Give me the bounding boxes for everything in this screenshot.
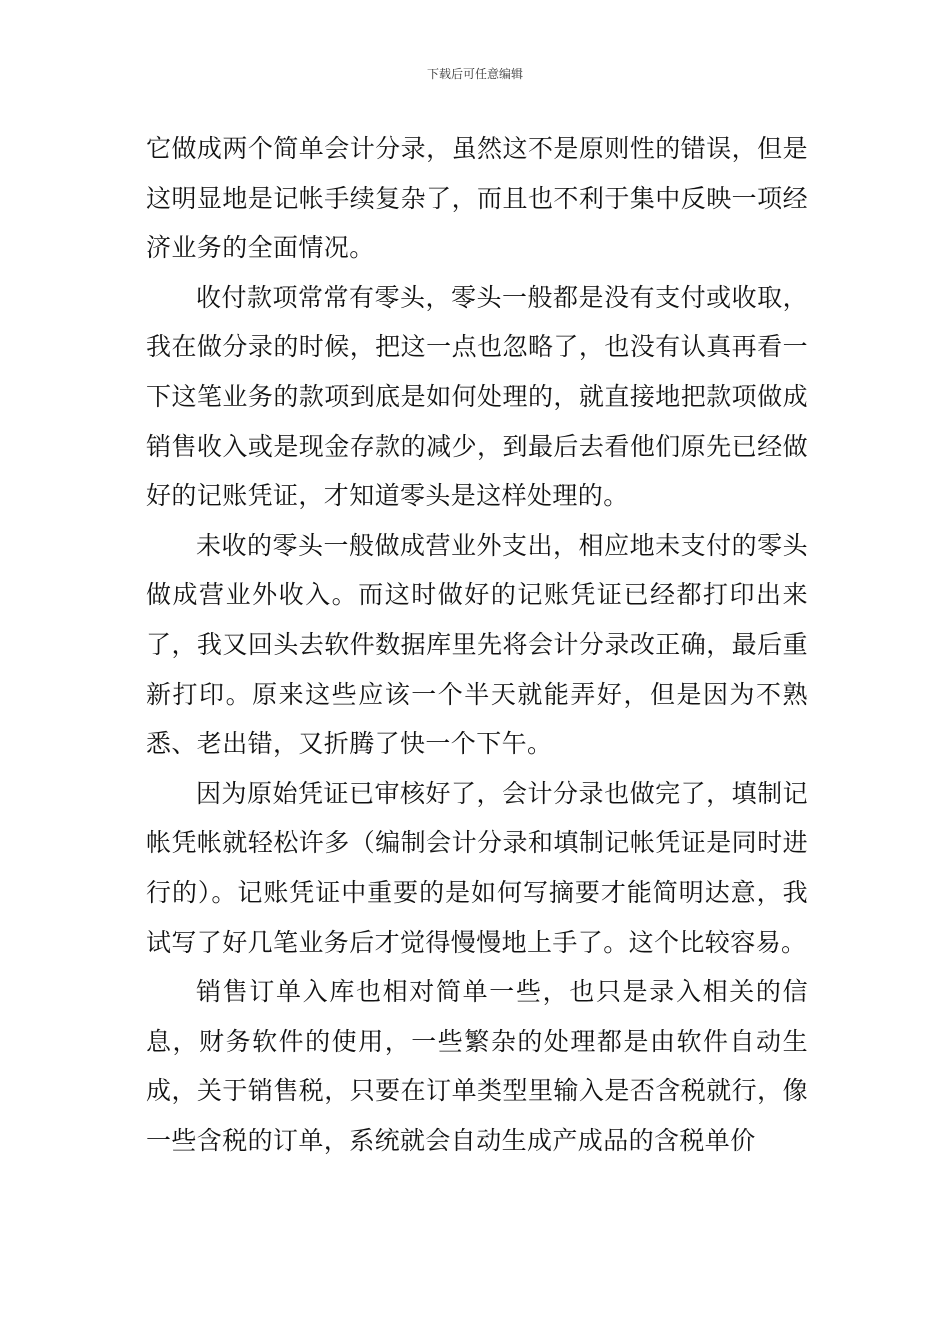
page-header: 下载后可任意编辑 [426, 67, 523, 81]
paragraph: 它做成两个简单会计分录，虽然这不是原则性的错误，但是这明显地是记帐手续复杂了，而且也不利于集中反映一项经济业务的全面情况。 [146, 134, 808, 263]
paragraph: 销售订单入库也相对简单一些，也只是录入相关的信息，财务软件的使用，一些繁杂的处理都是由软件自动生成，关于销售税，只要在订单类型里输入是否含税就行，像一些含税的订单，系统就会自动生成产成品的含税单价 [146, 977, 808, 1155]
paragraph: 未收的零头一般做成营业外支出，相应地未支付的零头做成营业外收入。而这时做好的记账凭证已经都打印出来了，我又回头去软件数据库里先将会计分录改正确，最后重新打印。原来这些应该一个半天就能弄好，但是因为不熟悉、老出错，又折腾了快一个下午。 [146, 530, 808, 759]
paragraph: 收付款项常常有零头，零头一般都是没有支付或收取，我在做分录的时候，把这一点也忽略了，也没有认真再看一下这笔业务的款项到底是如何处理的，就直接地把款项做成销售收入或是现金存款的减少，到最后去看他们原先已经做好的记账凭证，才知道零头是这样处理的。 [146, 282, 808, 511]
paragraph: 因为原始凭证已审核好了，会计分录也做完了，填制记帐凭帐就轻松许多（编制会计分录和填制记帐凭证是同时进行的）。记账凭证中重要的是如何写摘要才能简明达意，我试写了好几笔业务后才觉得慢慢地上手了。这个比较容易。 [146, 778, 808, 957]
document-body [146, 124, 808, 1165]
